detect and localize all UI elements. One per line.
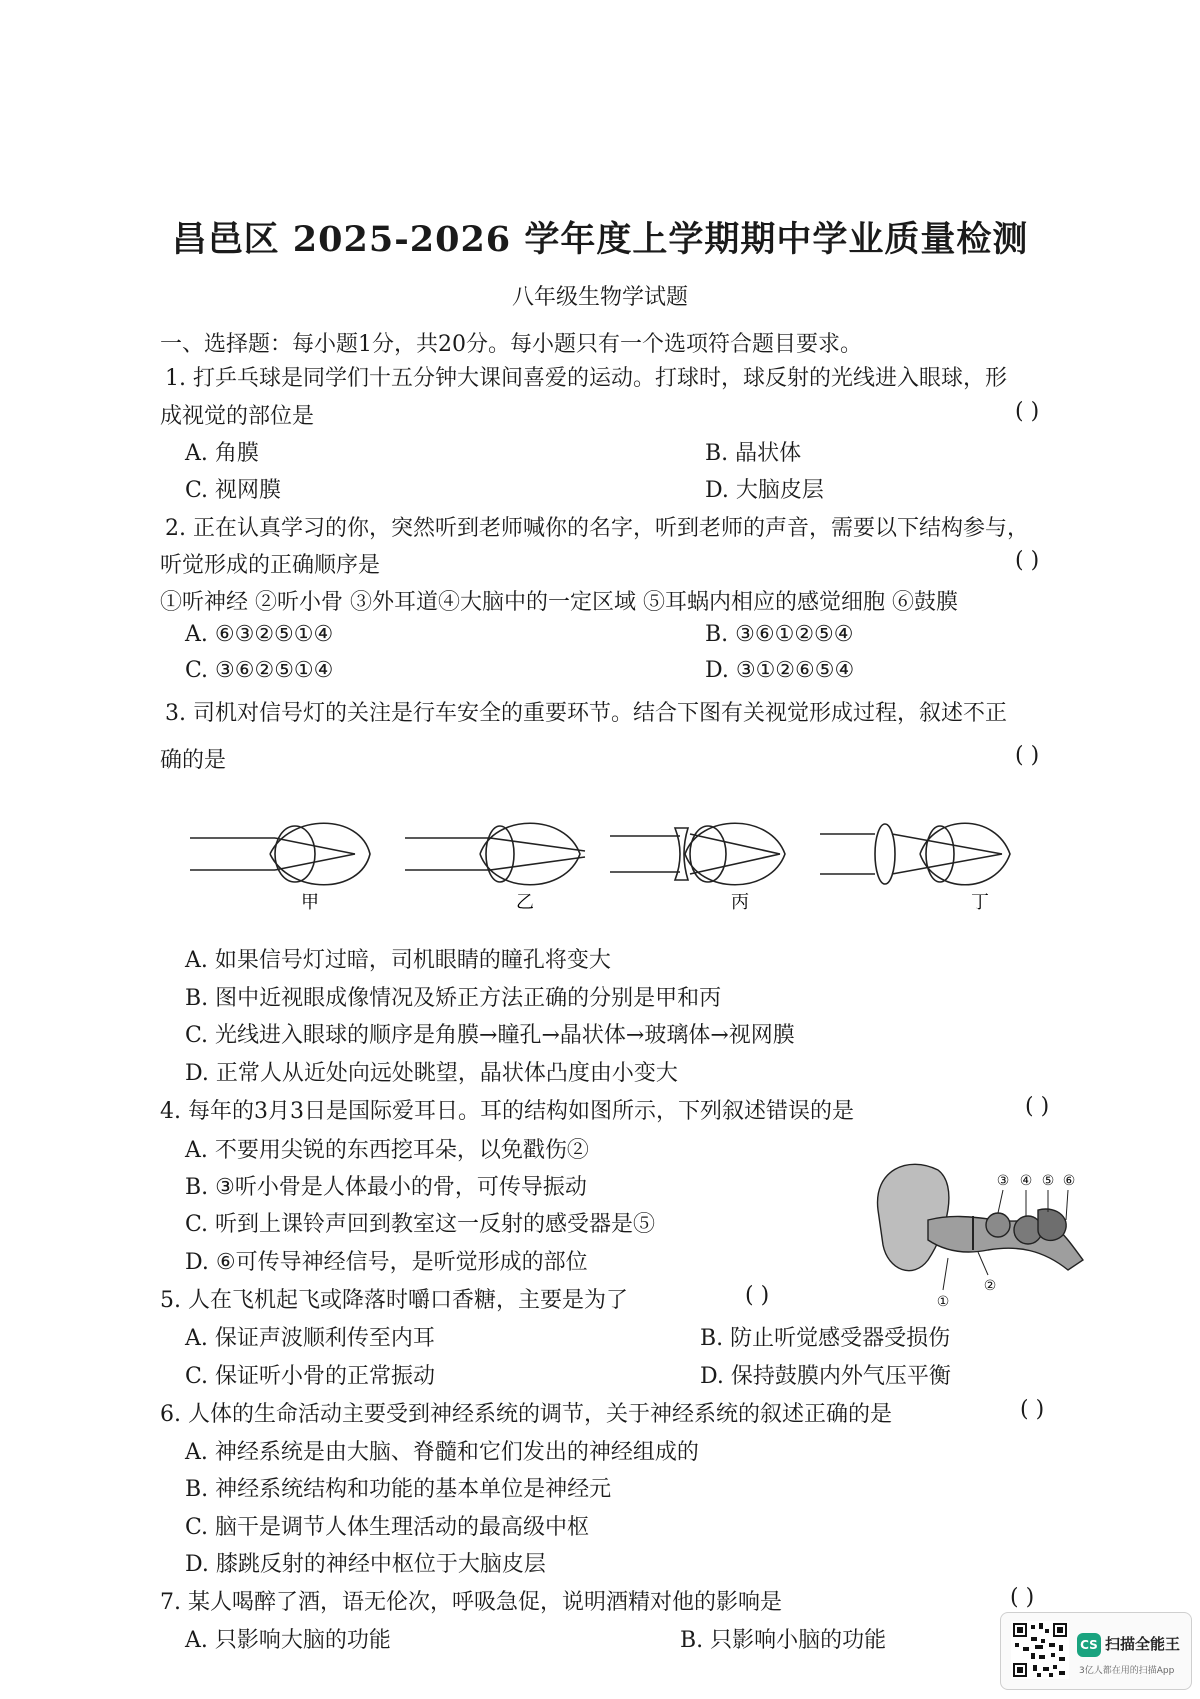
q1-option-b: B. 晶状体 [705, 441, 802, 466]
q2-option-c: C. ③⑥②⑤①④ [185, 658, 334, 683]
q4-option-b: B. ③听小骨是人体最小的骨，可传导振动 [185, 1175, 587, 1200]
q2-option-d: D. ③①②⑥⑤④ [705, 658, 855, 683]
fig-label-ding: 丁 [971, 892, 989, 913]
qr-code-icon [1011, 1621, 1069, 1679]
q3-option-d: D. 正常人从近处向远处眺望，晶状体凸度由小变大 [185, 1061, 678, 1086]
scanner-slogan: 3亿人都在用的扫描App [1079, 1666, 1175, 1676]
scanner-brand: 扫描全能王 [1105, 1635, 1181, 1653]
q5-option-b: B. 防止听觉感受器受损伤 [700, 1326, 951, 1351]
page-subtitle: 八年级生物学试题 [511, 285, 688, 310]
q2-option-a: A. ⑥③②⑤①④ [185, 622, 334, 647]
q5-option-d: D. 保持鼓膜内外气压平衡 [700, 1364, 951, 1389]
q1-option-a: A. 角膜 [185, 441, 259, 466]
q3-stem-line2: 确的是 [160, 748, 227, 773]
q6-option-b: B. 神经系统结构和功能的基本单位是神经元 [185, 1477, 612, 1502]
scanner-watermark [1000, 1612, 1192, 1690]
ear-label-2: ② [983, 1278, 997, 1294]
q2-option-b: B. ③⑥①②⑤④ [705, 622, 854, 647]
q5-option-c: C. 保证听小骨的正常振动 [185, 1364, 436, 1389]
page-title: 昌邑区 2025-2026 学年度上学期期中学业质量检测 [171, 219, 1029, 260]
q5-option-a: A. 保证声波顺利传至内耳 [185, 1326, 435, 1351]
eye-figure-bing [610, 823, 785, 885]
q2-stem-line2: 听觉形成的正确顺序是 [160, 553, 381, 578]
q4-option-c: C. 听到上课铃声回到教室这一反射的感受器是⑤ [185, 1212, 656, 1237]
q6-answer-blank: ( ) [1020, 1397, 1045, 1422]
fig-label-jia: 甲 [301, 892, 319, 913]
q7-answer-blank: ( ) [1010, 1585, 1035, 1610]
q3-stem-line1: 3. 司机对信号灯的关注是行车安全的重要环节。结合下图有关视觉形成过程，叙述不正 [165, 701, 1007, 726]
q1-answer-blank: ( ) [1015, 399, 1040, 424]
q3-option-a: A. 如果信号灯过暗，司机眼睛的瞳孔将变大 [185, 948, 611, 973]
q7-stem-line1: 7. 某人喝醉了酒，语无伦次，呼吸急促，说明酒精对他的影响是 [160, 1590, 782, 1615]
q2-items: ①听神经 ②听小骨 ③外耳道④大脑中的一定区域 ⑤耳蜗内相应的感觉细胞 ⑥鼓膜 [160, 590, 958, 615]
q5-stem-line1: 5. 人在飞机起飞或降落时嚼口香糖，主要是为了 [160, 1288, 628, 1313]
fig-label-yi: 乙 [516, 892, 534, 913]
q1-stem-line1: 1. 打乒乓球是同学们十五分钟大课间喜爱的运动。打球时，球反射的光线进入眼球，形 [165, 366, 1007, 391]
q6-option-d: D. 膝跳反射的神经中枢位于大脑皮层 [185, 1552, 546, 1577]
q6-option-a: A. 神经系统是由大脑、脊髓和它们发出的神经组成的 [185, 1440, 699, 1465]
q4-stem-line1: 4. 每年的3月3日是国际爱耳日。耳的结构如图所示，下列叙述错误的是 [160, 1099, 854, 1124]
q4-option-d: D. ⑥可传导神经信号，是听觉形成的部位 [185, 1250, 588, 1275]
ear-label-4: ④ [1019, 1173, 1033, 1189]
q3-answer-blank: ( ) [1015, 743, 1040, 768]
q1-option-d: D. 大脑皮层 [705, 478, 824, 503]
q7-option-b: B. 只影响小脑的功能 [680, 1628, 887, 1653]
ear-label-1: ① [936, 1294, 950, 1310]
cs-logo-icon: CS [1077, 1633, 1101, 1657]
ear-label-3: ③ [996, 1173, 1010, 1189]
q1-option-c: C. 视网膜 [185, 478, 282, 503]
q2-answer-blank: ( ) [1015, 548, 1040, 573]
fig-label-bing: 丙 [731, 892, 749, 913]
eye-figure-ding [820, 823, 1010, 885]
ear-label-6: ⑥ [1062, 1173, 1076, 1189]
q4-answer-blank: ( ) [1025, 1094, 1050, 1119]
q6-option-c: C. 脑干是调节人体生理活动的最高级中枢 [185, 1515, 590, 1540]
q4-option-a: A. 不要用尖锐的东西挖耳朵，以免戳伤② [185, 1138, 589, 1163]
eye-imaging-diagram [180, 808, 1060, 918]
q1-stem-line2: 成视觉的部位是 [160, 404, 315, 429]
section-heading: 一、选择题：每小题1分，共20分。每小题只有一个选项符合题目要求。 [160, 332, 862, 357]
ear-label-5: ⑤ [1041, 1173, 1055, 1189]
eye-figure-jia [190, 823, 370, 885]
q5-answer-blank: ( ) [745, 1283, 770, 1308]
q6-stem-line1: 6. 人体的生命活动主要受到神经系统的调节，关于神经系统的叙述正确的是 [160, 1402, 892, 1427]
q7-option-a: A. 只影响大脑的功能 [185, 1628, 391, 1653]
q3-option-b: B. 图中近视眼成像情况及矫正方法正确的分别是甲和丙 [185, 986, 722, 1011]
q3-option-c: C. 光线进入眼球的顺序是角膜→瞳孔→晶状体→玻璃体→视网膜 [185, 1023, 795, 1048]
eye-figure-yi [405, 823, 585, 885]
q2-stem-line1: 2. 正在认真学习的你，突然听到老师喊你的名字，听到老师的声音，需要以下结构参与， [165, 516, 1029, 541]
ear-structure-diagram [868, 1150, 1098, 1310]
